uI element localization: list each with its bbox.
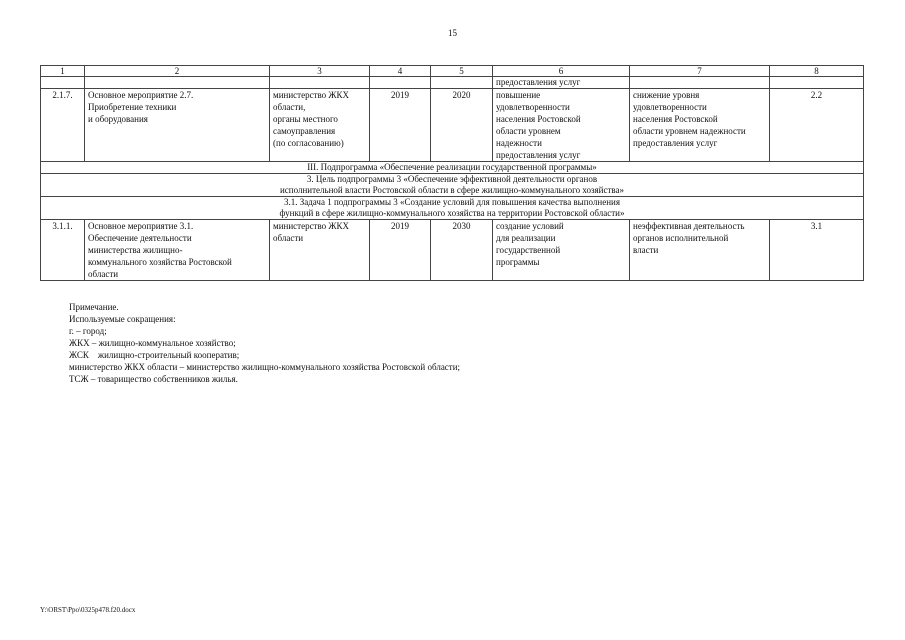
row-number: 3.1.1. (41, 220, 85, 281)
end-year: 2030 (431, 220, 493, 281)
subprogram-task: 3.1. Задача 1 подпрограммы 3 «Создание условий для повышения качества выполнения функций в сфере жилищно-коммунального хозяйства на территории Ростовской области» (41, 197, 864, 220)
subprogram-row (41, 162, 864, 174)
subprogram-goal: 3. Цель подпрограммы 3 «Обеспечение эффективной деятельности органов исполнительной власти Ростовской области в сфере жилищно-коммунального хозяйства» (41, 174, 864, 197)
abbreviation-line: ЖКХ – жилищно-коммунальное хозяйство; (69, 338, 236, 348)
expected-result: повышение удовлетворенности населения Ростовской области уровнем надежности предоставления услуг (493, 89, 630, 162)
row-number: 2.1.7. (41, 89, 85, 162)
header-cell: 7 (630, 66, 770, 77)
empty-cell (270, 77, 370, 89)
empty-cell (370, 77, 431, 89)
empty-cell (41, 77, 85, 89)
expected-result: создание условий для реализации государственной программы (493, 220, 630, 281)
notes-title: Примечание. (69, 302, 119, 312)
table-row (41, 89, 864, 162)
empty-cell (630, 77, 770, 89)
executor: министерство ЖКХ области (270, 220, 370, 281)
table-header-row (41, 66, 864, 77)
header-cell: 6 (493, 66, 630, 77)
indicator-link: 3.1 (770, 220, 864, 281)
measure-name: Основное мероприятие 2.7. Приобретение техники и оборудования (85, 89, 270, 162)
measure-name: Основное мероприятие 3.1. Обеспечение деятельности министерства жилищно- коммунального хозяйства Ростовской области (85, 220, 270, 281)
abbreviation-line: ТСЖ – товарищество собственников жилья. (69, 374, 238, 384)
indicator-link: 2.2 (770, 89, 864, 162)
header-cell: 4 (370, 66, 431, 77)
subprogram-title: III. Подпрограмма «Обеспечение реализации государственной программы» (41, 162, 864, 174)
end-year: 2020 (431, 89, 493, 162)
continuation-row (41, 77, 864, 89)
abbreviation-line: министерство ЖКХ области – министерство жилищно-коммунального хозяйства Ростовской области; (69, 362, 461, 372)
empty-cell (85, 77, 270, 89)
continuation-cell: предоставления услуг (493, 77, 630, 89)
header-cell: 2 (85, 66, 270, 77)
notes-intro: Используемые сокращения: (69, 314, 176, 324)
executor: министерство ЖКХ области, органы местного самоуправления (по согласованию) (270, 89, 370, 162)
task-row (41, 197, 864, 220)
non-implementation-consequence: неэффективная деятельность органов исполнительной власти (630, 220, 770, 281)
header-cell: 3 (270, 66, 370, 77)
goal-row (41, 174, 864, 197)
footer-file-path: Y:\ORST\Ppo\0325p478.f20.docx (40, 606, 136, 614)
empty-cell (770, 77, 864, 89)
abbreviation-line: г. – город; (69, 326, 107, 336)
header-cell: 1 (41, 66, 85, 77)
non-implementation-consequence: снижение уровня удовлетворенности населения Ростовской области уровнем надежности предоставления услуг (630, 89, 770, 162)
start-year: 2019 (370, 220, 431, 281)
empty-cell (431, 77, 493, 89)
page-number: 15 (448, 28, 457, 38)
abbreviation-line: ЖСК жилищно-строительный кооператив; (69, 350, 240, 360)
notes-section (69, 301, 460, 385)
header-cell: 5 (431, 66, 493, 77)
start-year: 2019 (370, 89, 431, 162)
table-row (41, 220, 864, 281)
header-cell: 8 (770, 66, 864, 77)
measures-table (40, 65, 864, 281)
